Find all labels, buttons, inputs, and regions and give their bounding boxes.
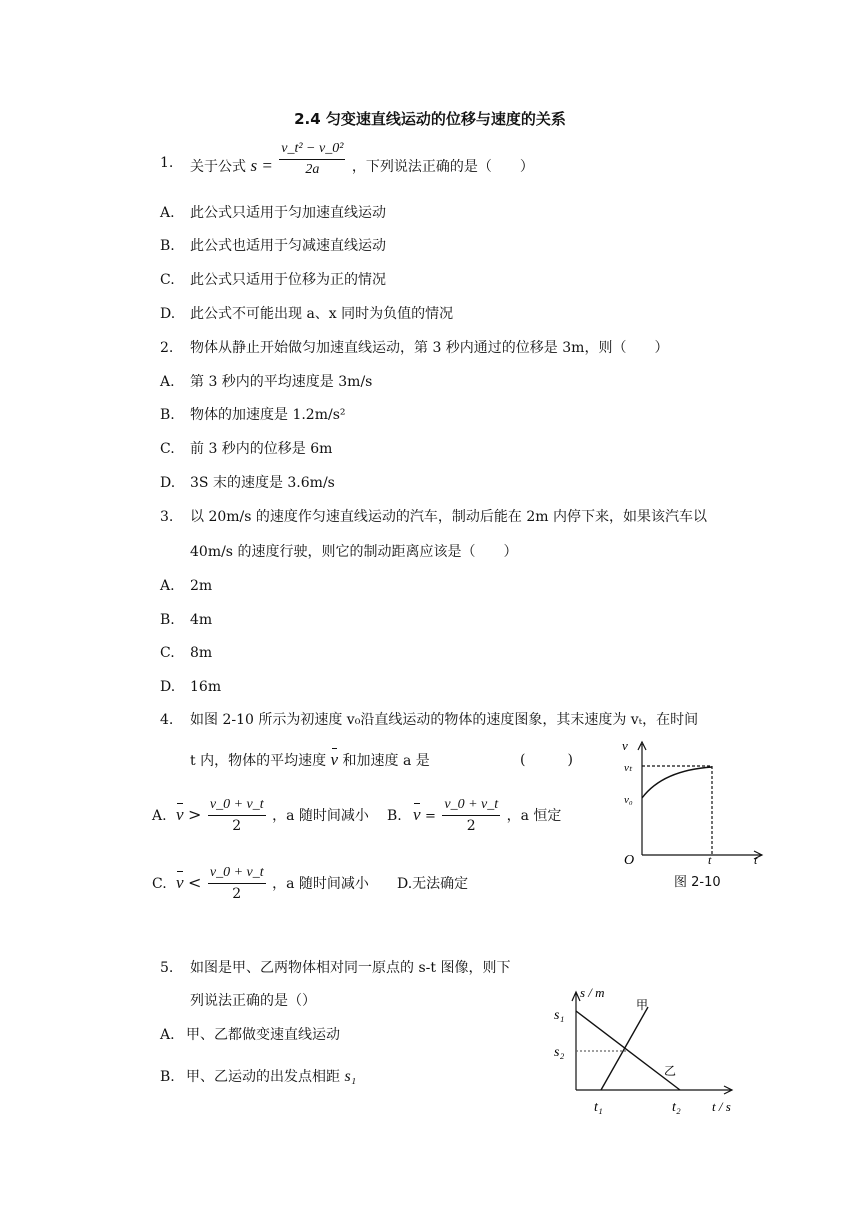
q4-answer-paren: ( ) bbox=[520, 752, 573, 768]
q1-formula-numerator: v_t² − v_0² bbox=[279, 140, 345, 160]
page-title: 2.4 匀变速直线运动的位移与速度的关系 bbox=[294, 110, 566, 128]
q4-option-a-numerator: v_0 + v_t bbox=[208, 796, 266, 816]
q1-option-c: 此公式只适用于位移为正的情况 bbox=[190, 272, 386, 288]
figure-2-10-caption: 图 2-10 bbox=[674, 875, 721, 890]
q1-formula-denominator: 2a bbox=[305, 162, 320, 177]
q4-option-b-tail: ，a 恒定 bbox=[506, 808, 562, 824]
q4-stem-line2 bbox=[190, 751, 430, 770]
q5-stem-line1: 如图是甲、乙两物体相对同一原点的 s-t 图像，则下 bbox=[190, 960, 511, 976]
q1-formula-fraction bbox=[279, 140, 345, 180]
q4-option-b bbox=[413, 796, 561, 836]
q2-stem: 物体从静止开始做匀加速直线运动，第 3 秒内通过的位移是 3m，则（ ） bbox=[190, 340, 669, 356]
q5-option-b-label: B. bbox=[160, 1069, 175, 1085]
q4-option-b-relation: = bbox=[425, 809, 436, 824]
q4-option-a-label: A. bbox=[152, 808, 167, 824]
q4-option-b-denominator: 2 bbox=[466, 818, 476, 834]
q3-option-d: 16m bbox=[190, 679, 222, 695]
q1-formula-lhs: s = bbox=[250, 156, 273, 175]
q3-number: 3. bbox=[160, 509, 174, 525]
q4-option-b-fraction bbox=[442, 796, 500, 836]
q4-option-a-relation: > bbox=[188, 805, 202, 824]
q2-option-a: 第 3 秒内的平均速度是 3m/s bbox=[190, 374, 373, 390]
q4-option-c-relation: < bbox=[188, 873, 202, 892]
q2-option-c-label: C. bbox=[160, 441, 175, 457]
q4-option-c-fraction bbox=[208, 864, 266, 904]
q2-number: 2. bbox=[160, 340, 174, 356]
q1-stem-post: ，下列说法正确的是（ ） bbox=[351, 159, 534, 175]
st-t-axis-label: t / s bbox=[712, 1099, 731, 1114]
q1-stem bbox=[190, 141, 534, 180]
fig210-vt-label: vₜ bbox=[624, 762, 633, 774]
st-line-yi bbox=[576, 1011, 680, 1090]
q3-option-c: 8m bbox=[190, 645, 213, 661]
q4-option-b-numerator: v_0 + v_t bbox=[442, 796, 500, 816]
q1-option-a-label: A. bbox=[160, 205, 175, 221]
q5-option-b-variable: s₁ bbox=[344, 1068, 357, 1085]
q4-option-c-vbar: v bbox=[176, 873, 184, 892]
q5-option-b-text: 甲、乙运动的出发点相距 bbox=[186, 1069, 340, 1085]
figure-2-10 bbox=[612, 736, 772, 866]
q4-option-b-vbar: v bbox=[413, 805, 421, 824]
st-jia-label: 甲 bbox=[636, 998, 649, 1012]
fig210-v-label: v bbox=[622, 738, 628, 753]
q2-option-b-label: B. bbox=[160, 407, 175, 423]
q3-option-c-label: C. bbox=[160, 645, 175, 661]
fig210-v0-label: v₀ bbox=[624, 794, 633, 806]
q3-option-a: 2m bbox=[190, 578, 213, 594]
q4-stem-line1: 如图 2-10 所示为初速度 v₀沿直线运动的物体的速度图象，其末速度为 vₜ，在时间 bbox=[190, 712, 699, 728]
q3-option-b-label: B. bbox=[160, 612, 175, 628]
q4-stem2-post: 和加速度 a 是 bbox=[342, 753, 430, 769]
q2-option-d-label: D. bbox=[160, 475, 176, 491]
fig210-t-tick-label: t bbox=[708, 853, 712, 866]
q5-number: 5. bbox=[160, 960, 174, 976]
q5-option-a-label: A. bbox=[160, 1027, 175, 1043]
st-t1-label: t₁ bbox=[594, 1100, 603, 1115]
q4-option-b-label: B. bbox=[387, 808, 402, 824]
q1-stem-pre: 关于公式 bbox=[190, 159, 246, 175]
q4-option-a-fraction bbox=[208, 796, 266, 836]
q1-number: 1. bbox=[160, 155, 174, 171]
st-t2-label: t₂ bbox=[672, 1100, 681, 1115]
q3-stem-line2: 40m/s 的速度行驶，则它的制动距离应该是（ ） bbox=[190, 544, 518, 560]
q4-option-a bbox=[176, 796, 369, 836]
st-yi-label: 乙 bbox=[664, 1064, 677, 1078]
q4-option-c bbox=[176, 864, 369, 904]
st-line-jia bbox=[601, 1007, 648, 1090]
q5-option-b bbox=[186, 1068, 356, 1086]
fig210-origin-label: O bbox=[624, 853, 635, 866]
q4-option-a-denominator: 2 bbox=[232, 818, 242, 834]
q2-option-d: 3S 末的速度是 3.6m/s bbox=[190, 475, 335, 491]
q2-option-c: 前 3 秒内的位移是 6m bbox=[190, 441, 333, 457]
fig210-t-axis-label: t bbox=[754, 853, 758, 866]
q4-option-a-tail: ，a 随时间减小 bbox=[272, 808, 369, 824]
q4-option-c-label: C. bbox=[152, 876, 167, 892]
q3-stem-line1: 以 20m/s 的速度作匀速直线运动的汽车，制动后能在 2m 内停下来，如果该汽车以 bbox=[190, 509, 707, 525]
q1-option-c-label: C. bbox=[160, 272, 175, 288]
q3-option-b: 4m bbox=[190, 612, 213, 628]
q4-option-d: D.无法确定 bbox=[397, 876, 469, 892]
st-s1-label: s₁ bbox=[554, 1008, 565, 1023]
st-s2-label: s₂ bbox=[554, 1045, 565, 1060]
q1-option-a: 此公式只适用于匀加速直线运动 bbox=[190, 205, 386, 221]
q4-vbar: v bbox=[330, 750, 339, 769]
fig210-velocity-curve bbox=[642, 767, 712, 798]
q2-option-a-label: A. bbox=[160, 374, 175, 390]
q3-option-a-label: A. bbox=[160, 578, 175, 594]
q1-option-d-label: D. bbox=[160, 306, 176, 322]
q1-option-b: 此公式也适用于匀减速直线运动 bbox=[190, 238, 386, 254]
q5-option-a: 甲、乙都做变速直线运动 bbox=[186, 1027, 340, 1043]
q4-option-c-numerator: v_0 + v_t bbox=[208, 864, 266, 884]
q4-number: 4. bbox=[160, 712, 174, 728]
q4-option-c-denominator: 2 bbox=[232, 886, 242, 902]
q5-stem-line2: 列说法正确的是（） bbox=[190, 993, 316, 1009]
q4-stem2-pre: t 内，物体的平均速度 bbox=[190, 753, 327, 769]
q4-option-c-tail: ，a 随时间减小 bbox=[272, 876, 369, 892]
figure-s-t bbox=[546, 975, 746, 1120]
st-s-axis-label: s / m bbox=[580, 985, 605, 1000]
q1-option-b-label: B. bbox=[160, 238, 175, 254]
q4-option-a-vbar: v bbox=[176, 805, 184, 824]
q2-option-b: 物体的加速度是 1.2m/s² bbox=[190, 407, 346, 423]
q3-option-d-label: D. bbox=[160, 679, 176, 695]
q1-option-d: 此公式不可能出现 a、x 同时为负值的情况 bbox=[190, 306, 454, 322]
